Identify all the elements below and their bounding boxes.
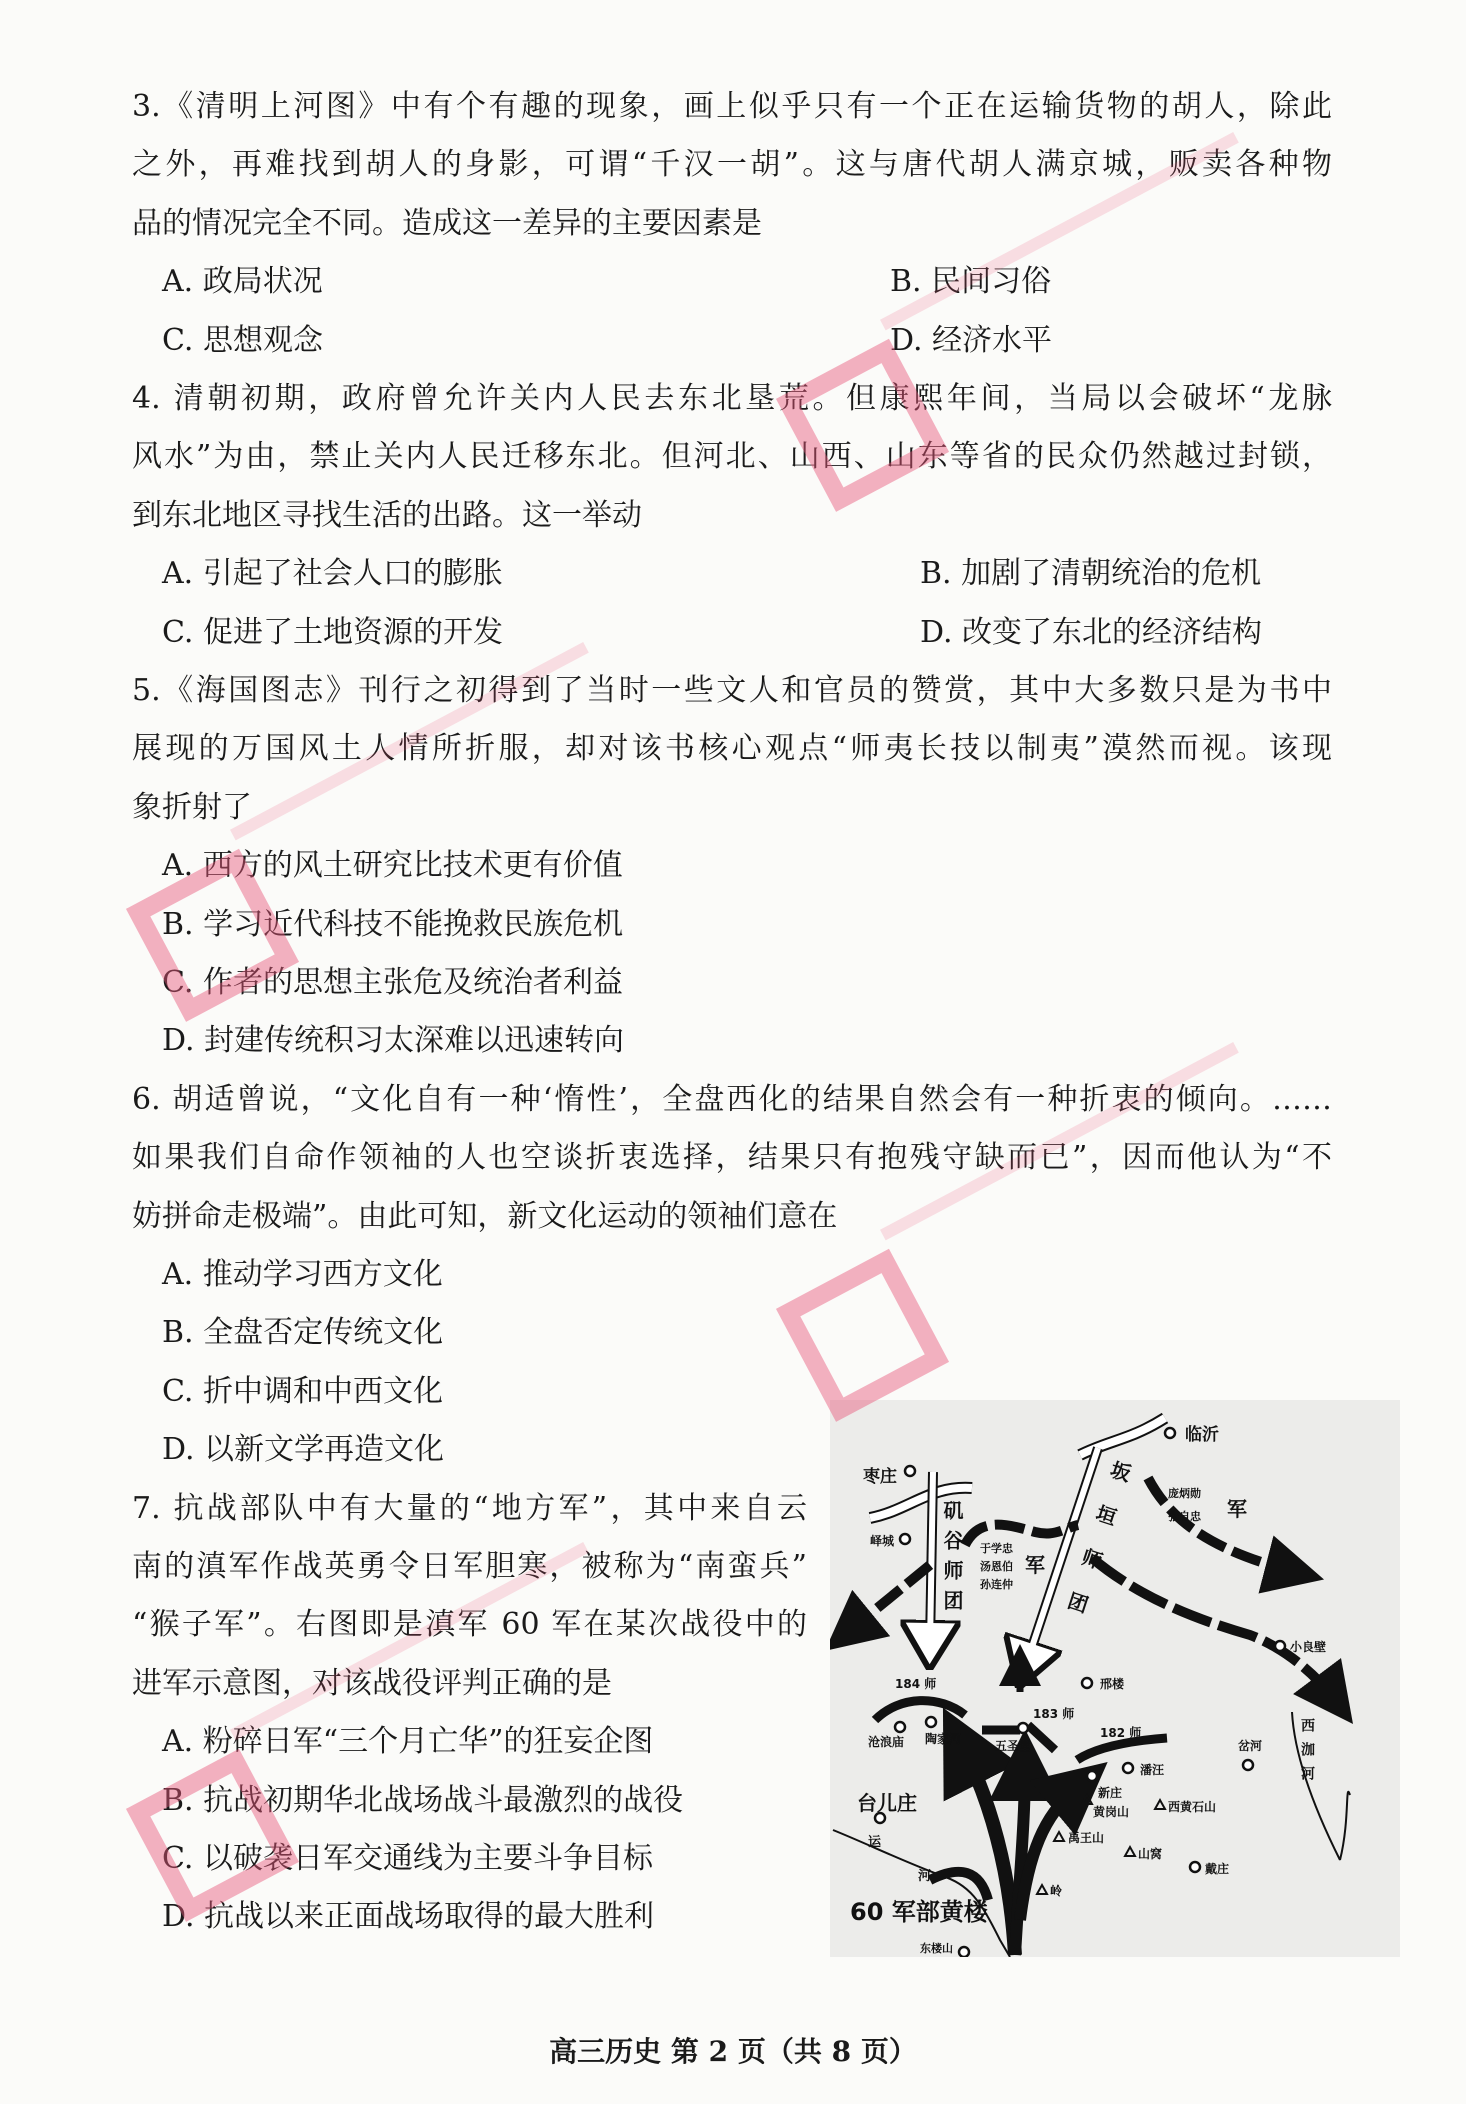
question-stem-line: 6. 胡适曾说，“文化自有一种‘惰性’，全盘西化的结果自然会有一种折衷的倾向。…… — [132, 1081, 1332, 1117]
commander-label: 于学忠 — [980, 1542, 1013, 1555]
option-C[interactable]: C. 作者的思想主张危及统治者利益 — [162, 964, 623, 1000]
question-stem-line: 如果我们自命作领袖的人也空谈折衷选择，结果只有抱残守缺而已”，因而他认为“不 — [132, 1140, 1332, 1176]
option-B[interactable]: B. 加剧了清朝统治的危机 — [920, 556, 1262, 592]
option-B[interactable]: B. 全盘否定传统文化 — [162, 1315, 444, 1351]
town-marker — [1018, 1723, 1028, 1733]
question-5 — [132, 662, 1332, 1071]
place-label: 西黄石山 — [1168, 1800, 1217, 1814]
place-label: 邢楼 — [1100, 1677, 1125, 1691]
option-D[interactable]: D. 经济水平 — [890, 322, 1053, 358]
mountain-marker — [1082, 1795, 1092, 1804]
place-label: 五圣堂 — [995, 1739, 1032, 1753]
question-stem-line: 之外，再难找到胡人的身影，可谓“千汉一胡”。这与唐代胡人满京城，贩卖各种物 — [132, 147, 1332, 183]
battle-map — [830, 1400, 1400, 1957]
place-label: 东楼山 — [920, 1942, 953, 1955]
place-label: 岭 — [1050, 1884, 1063, 1898]
town-marker — [905, 1466, 915, 1476]
option-B[interactable]: B. 民间习俗 — [890, 264, 1052, 300]
option-A[interactable]: A. 推动学习西方文化 — [162, 1256, 443, 1292]
option-row — [132, 896, 1332, 954]
option-C[interactable]: C. 思想观念 — [162, 322, 323, 358]
town-marker — [959, 1947, 969, 1957]
option-row — [132, 954, 1332, 1012]
town-marker — [1087, 1771, 1097, 1781]
option-B[interactable]: B. 学习近代科技不能挽救民族危机 — [162, 906, 624, 942]
commander-label: 庞炳勋 — [1168, 1487, 1201, 1500]
option-D[interactable]: D. 以新文学再造文化 — [162, 1432, 445, 1468]
commander-label: 孙连仲 — [980, 1578, 1013, 1591]
front-182 — [1077, 1738, 1167, 1760]
mountain-marker — [1125, 1847, 1135, 1856]
option-row — [132, 1246, 1332, 1304]
option-C[interactable]: C. 促进了土地资源的开发 — [162, 614, 503, 650]
place-label: 潘汪 — [1140, 1763, 1165, 1777]
unit-label: 183 师 — [1033, 1707, 1075, 1721]
place-label: 黄岗山 — [1093, 1805, 1130, 1819]
town-marker — [1123, 1763, 1133, 1773]
place-label: 小良壁 — [1290, 1640, 1327, 1654]
town-marker — [900, 1534, 910, 1544]
place-label: 沧浪庙 — [868, 1735, 905, 1749]
place-label: 禹王山 — [1068, 1831, 1105, 1845]
question-stem-line: 品的情况完全不同。造成这一差异的主要因素是 — [132, 205, 762, 241]
option-D[interactable]: D. 改变了东北的经济结构 — [920, 614, 1263, 650]
question-stem-line: 3.《清明上河图》中有个有趣的现象，画上似乎只有一个正在运输货物的胡人，除此 — [132, 89, 1332, 124]
option-row — [132, 1304, 1332, 1362]
question-stem-line: 7. 抗战部队中有大量的“地方军”，其中来自云 — [132, 1490, 807, 1526]
place-label: 戴庄 — [1205, 1862, 1230, 1876]
town-marker — [926, 1717, 936, 1727]
option-B[interactable]: B. 抗战初期华北战场战斗最激烈的战役 — [162, 1782, 684, 1818]
town-marker — [1275, 1641, 1285, 1651]
commander-label: 汤恩伯 — [980, 1560, 1013, 1573]
option-A[interactable]: A. 西方的风土研究比技术更有价值 — [162, 848, 623, 884]
place-label: 新庄 — [1098, 1786, 1123, 1800]
page-footer: 高三历史 第 2 页（共 8 页） — [549, 2035, 917, 2068]
question-stem-line: “猴子军”。右图即是滇军 60 军在某次战役中的 — [132, 1607, 807, 1643]
itagaki-division-label: 坂垣师团 — [1054, 1457, 1134, 1640]
question-stem-line: 4. 清朝初期，政府曾允许关内人民去东北垦荒。但康熙年间，当局以会破坏“龙脉 — [132, 381, 1332, 416]
xijia-river-label: 西泇河 — [1299, 1718, 1315, 1790]
town-marker — [1082, 1678, 1092, 1688]
question-stem-line: 南的滇军作战英勇令日军胆寒，被称为“南蛮兵” — [132, 1548, 807, 1584]
question-stem-line: 展现的万国风土人情所折服，却对该书核心观点“师夷长技以制夷”漠然而视。该现 — [132, 731, 1332, 767]
canal-label: 河 — [918, 1869, 932, 1884]
option-A[interactable]: A. 政局状况 — [162, 264, 323, 300]
question-stem-line: 进军示意图，对该战役评判正确的是 — [132, 1665, 612, 1701]
question-stem-line: 象折射了 — [132, 789, 252, 825]
unit-label: 60 军部黄楼 — [850, 1898, 988, 1926]
place-label: 峄城 — [870, 1534, 895, 1548]
question-3 — [132, 78, 1332, 370]
town-marker — [1165, 1428, 1175, 1438]
army-label: 军 — [1025, 1553, 1045, 1577]
option-row — [132, 837, 1332, 895]
question-stem-line: 到东北地区寻找生活的出路。这一举动 — [132, 497, 642, 533]
option-row — [132, 253, 1332, 311]
place-label: 台儿庄 — [857, 1791, 917, 1815]
unit-label: 184 师 — [895, 1677, 937, 1691]
question-stem-line: 5.《海国图志》刊行之初得到了当时一些文人和官员的赞赏，其中大多数只是为书中 — [132, 673, 1332, 708]
commander-label: 张自忠 — [1168, 1510, 1201, 1523]
mountain-marker — [1037, 1885, 1047, 1894]
option-row — [132, 604, 1332, 662]
place-label: 临沂 — [1185, 1425, 1219, 1445]
option-row — [132, 312, 1332, 370]
option-A[interactable]: A. 引起了社会人口的膨胀 — [162, 556, 503, 592]
question-stem-line: 风水”为由，禁止关内人民迁移东北。但河北、山西、山东等省的民众仍然越过封锁， — [132, 439, 1332, 475]
option-D[interactable]: D. 封建传统积习太深难以迅速转向 — [162, 1023, 625, 1059]
option-row — [132, 1012, 1332, 1070]
option-row — [132, 545, 1332, 603]
army-label: 军 — [1227, 1497, 1247, 1521]
isogai-division-label: 矶谷师团 — [940, 1500, 964, 1620]
place-label: 岔河 — [1238, 1739, 1263, 1753]
option-D[interactable]: D. 抗战以来正面战场取得的最大胜利 — [162, 1899, 655, 1935]
option-A[interactable]: A. 粉碎日军“三个月亡华”的狂妄企图 — [162, 1724, 654, 1760]
place-label: 枣庄 — [863, 1467, 897, 1487]
canal-label: 运 — [868, 1835, 882, 1850]
mountain-marker — [1155, 1800, 1165, 1809]
place-label: 陶家河 — [925, 1732, 962, 1746]
place-label: 山窝 — [1138, 1847, 1163, 1861]
mountain-marker — [1054, 1832, 1064, 1841]
town-marker — [1243, 1760, 1253, 1770]
option-C[interactable]: C. 折中调和中西文化 — [162, 1373, 443, 1409]
option-C[interactable]: C. 以破袭日军交通线为主要斗争目标 — [162, 1840, 653, 1876]
front-184 — [875, 1701, 965, 1720]
town-marker — [895, 1722, 905, 1732]
question-4 — [132, 370, 1332, 662]
town-marker — [1190, 1862, 1200, 1872]
question-stem-line: 妨拼命走极端”。由此可知，新文化运动的领袖们意在 — [132, 1198, 838, 1234]
unit-label: 182 师 — [1100, 1726, 1142, 1740]
